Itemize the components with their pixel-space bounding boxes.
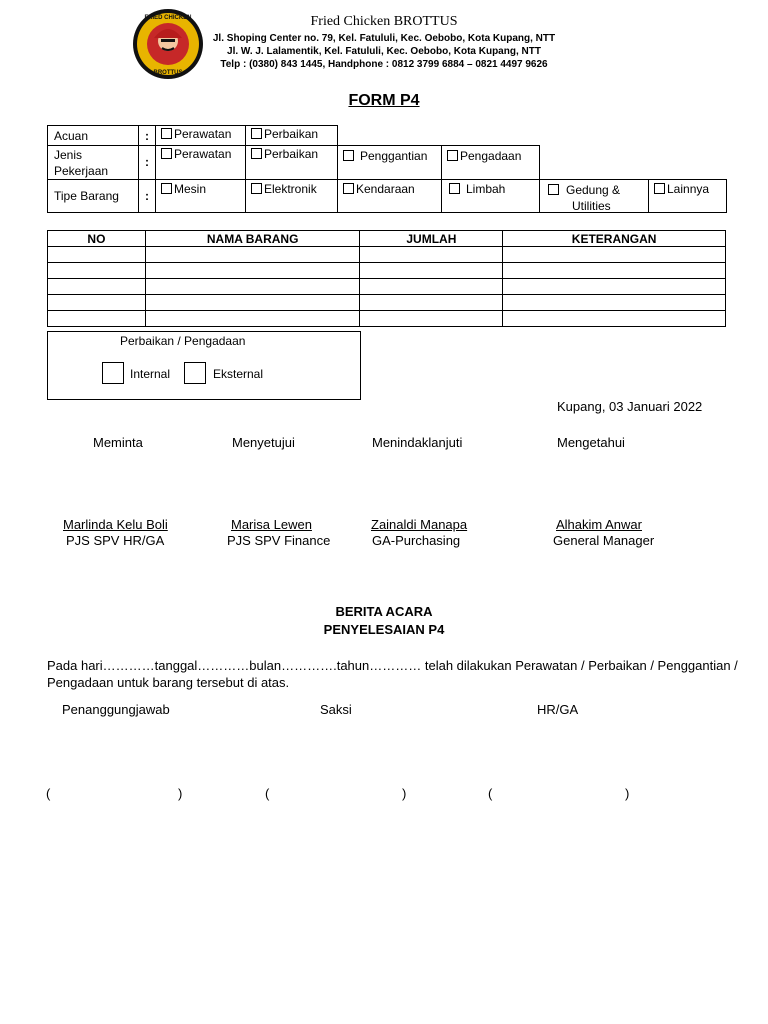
option-label: Perawatan xyxy=(174,127,232,141)
table-row[interactable] xyxy=(48,311,726,327)
table-cell[interactable] xyxy=(503,279,726,295)
jenis-option-perawatan[interactable] xyxy=(155,145,246,180)
table-row[interactable] xyxy=(48,263,726,279)
paren-close-2: ) xyxy=(402,786,407,801)
checkbox[interactable] xyxy=(548,184,559,195)
sign-role-menyetujui: Menyetujui xyxy=(232,435,295,450)
option-label: Elektronik xyxy=(264,182,317,196)
col-header-keterangan: KETERANGAN xyxy=(503,231,726,247)
paren-close-1: ) xyxy=(178,786,183,801)
table-cell[interactable] xyxy=(360,279,503,295)
table-row[interactable] xyxy=(48,247,726,263)
jenis-option-penggantian[interactable] xyxy=(337,145,442,180)
jenis-label-1: Jenis xyxy=(54,148,83,162)
internal-label: Internal xyxy=(130,367,171,381)
paren-open-3: ( xyxy=(488,786,493,801)
berita-title-1: BERITA ACARA xyxy=(335,604,433,619)
perbaikan-pengadaan-title: Perbaikan / Pengadaan xyxy=(120,334,246,348)
table-cell[interactable] xyxy=(503,247,726,263)
sign-label-saksi: Saksi xyxy=(320,702,352,717)
col-header-nama-barang: NAMA BARANG xyxy=(145,231,360,247)
option-label: Perbaikan xyxy=(264,127,319,141)
table-cell[interactable] xyxy=(503,311,726,327)
table-cell[interactable] xyxy=(48,311,146,327)
jenis-option-pengadaan[interactable] xyxy=(441,145,540,180)
form-title: FORM P4 xyxy=(348,92,420,109)
table-cell[interactable] xyxy=(48,279,146,295)
acuan-label: Acuan xyxy=(54,129,89,143)
option-label: Perawatan xyxy=(174,147,232,161)
svg-text:BROTTUS: BROTTUS xyxy=(153,70,183,76)
berita-title-2: PENYELESAIAN P4 xyxy=(323,622,445,637)
sign-role-menindaklanjuti: Menindaklanjuti xyxy=(372,435,463,450)
tipe-label: Tipe Barang xyxy=(54,189,119,203)
table-cell[interactable] xyxy=(48,263,146,279)
checkbox[interactable] xyxy=(251,183,262,194)
company-logo xyxy=(132,8,204,80)
internal-checkbox[interactable] xyxy=(102,362,124,384)
jenis-label-2: Pekerjaan xyxy=(54,164,109,178)
table-cell[interactable] xyxy=(503,295,726,311)
paren-open-1: ( xyxy=(46,786,51,801)
sign-label-hrga: HR/GA xyxy=(537,702,579,717)
signer-name-1: Marlinda Kelu Boli xyxy=(63,517,168,532)
option-label-cont: Utilities xyxy=(572,199,611,213)
address-line-2: Jl. W. J. Lalamentik, Kel. Fatululi, Kec. Oebobo, Kota Kupang, NTT xyxy=(227,46,541,57)
checkbox[interactable] xyxy=(251,148,262,159)
table-cell[interactable] xyxy=(48,295,146,311)
place-date: Kupang, 03 Januari 2022 xyxy=(557,399,703,414)
jenis-label-cell xyxy=(47,145,139,180)
table-cell[interactable] xyxy=(145,247,360,263)
jenis-colon-cell xyxy=(138,145,156,180)
eksternal-checkbox[interactable] xyxy=(184,362,206,384)
address-line-1: Jl. Shoping Center no. 79, Kel. Fatululi, Kec. Oebobo, Kota Kupang, NTT xyxy=(212,33,556,44)
tipe-label-cell xyxy=(47,179,139,213)
table-row[interactable] xyxy=(48,279,726,295)
table-cell[interactable] xyxy=(48,247,146,263)
signer-title-4: General Manager xyxy=(553,533,655,548)
tipe-option-mesin[interactable] xyxy=(155,179,246,213)
table-cell[interactable] xyxy=(145,311,360,327)
signer-title-1: PJS SPV HR/GA xyxy=(66,533,165,548)
option-label: Gedung & xyxy=(566,183,621,197)
svg-text:FRIED CHICKEN: FRIED CHICKEN xyxy=(144,15,192,21)
table-header-row xyxy=(48,231,726,247)
option-label: Limbah xyxy=(466,182,506,196)
checkbox[interactable] xyxy=(161,128,172,139)
option-label: Kendaraan xyxy=(356,182,415,196)
tipe-option-elektronik[interactable] xyxy=(245,179,338,213)
checkbox[interactable] xyxy=(161,183,172,194)
col-header-no: NO xyxy=(48,231,146,247)
berita-paragraph-1: Pada hari…………tanggal…………bulan………….tahun………… telah dilakukan Perawatan / Perbaikan / Penggantian / xyxy=(47,658,738,673)
tipe-option-limbah[interactable] xyxy=(441,179,540,213)
acuan-label-cell xyxy=(47,125,139,146)
signer-name-3: Zainaldi Manapa xyxy=(371,517,468,532)
checkbox[interactable] xyxy=(161,148,172,159)
checkbox[interactable] xyxy=(449,183,460,194)
table-cell[interactable] xyxy=(145,295,360,311)
option-label: Perbaikan xyxy=(264,147,319,161)
table-cell[interactable] xyxy=(360,295,503,311)
tipe-option-gedung[interactable] xyxy=(539,179,649,213)
checkbox[interactable] xyxy=(343,150,354,161)
colon: : xyxy=(145,155,149,169)
sign-role-mengetahui: Mengetahui xyxy=(557,435,625,450)
checkbox[interactable] xyxy=(654,183,665,194)
tipe-colon-cell xyxy=(138,179,156,213)
colon: : xyxy=(145,129,149,143)
tipe-option-kendaraan[interactable] xyxy=(337,179,442,213)
table-cell[interactable] xyxy=(360,247,503,263)
items-table xyxy=(47,230,726,327)
table-cell[interactable] xyxy=(360,311,503,327)
table-cell[interactable] xyxy=(360,263,503,279)
table-cell[interactable] xyxy=(145,263,360,279)
table-row[interactable] xyxy=(48,295,726,311)
phone-line: Telp : (0380) 843 1445, Handphone : 0812 3799 6884 – 0821 4497 9626 xyxy=(220,59,548,70)
signer-title-2: PJS SPV Finance xyxy=(227,533,331,548)
option-label: Lainnya xyxy=(667,182,710,196)
acuan-colon-cell xyxy=(138,125,156,146)
checkbox[interactable] xyxy=(343,183,354,194)
acuan-option-perbaikan[interactable] xyxy=(245,125,338,146)
option-label: Penggantian xyxy=(360,149,428,163)
option-label: Mesin xyxy=(174,182,207,196)
signer-name-4: Alhakim Anwar xyxy=(556,517,642,532)
colon: : xyxy=(145,189,149,203)
paren-close-3: ) xyxy=(625,786,630,801)
paren-open-2: ( xyxy=(265,786,270,801)
sign-label-penanggungjawab: Penanggungjawab xyxy=(62,702,170,717)
tipe-option-lainnya[interactable] xyxy=(648,179,727,213)
option-label: Pengadaan xyxy=(460,149,522,163)
company-name: Fried Chicken BROTTUS xyxy=(310,14,458,29)
table-cell[interactable] xyxy=(145,279,360,295)
sign-role-meminta: Meminta xyxy=(93,435,143,450)
signer-title-3: GA-Purchasing xyxy=(372,533,461,548)
checkbox[interactable] xyxy=(251,128,262,139)
table-cell[interactable] xyxy=(503,263,726,279)
col-header-jumlah: JUMLAH xyxy=(360,231,503,247)
checkbox[interactable] xyxy=(447,150,458,161)
jenis-option-perbaikan[interactable] xyxy=(245,145,338,180)
berita-paragraph-2: Pengadaan untuk barang tersebut di atas. xyxy=(47,675,290,690)
acuan-option-perawatan[interactable] xyxy=(155,125,246,146)
eksternal-label: Eksternal xyxy=(213,367,264,381)
signer-name-2: Marisa Lewen xyxy=(231,517,312,532)
